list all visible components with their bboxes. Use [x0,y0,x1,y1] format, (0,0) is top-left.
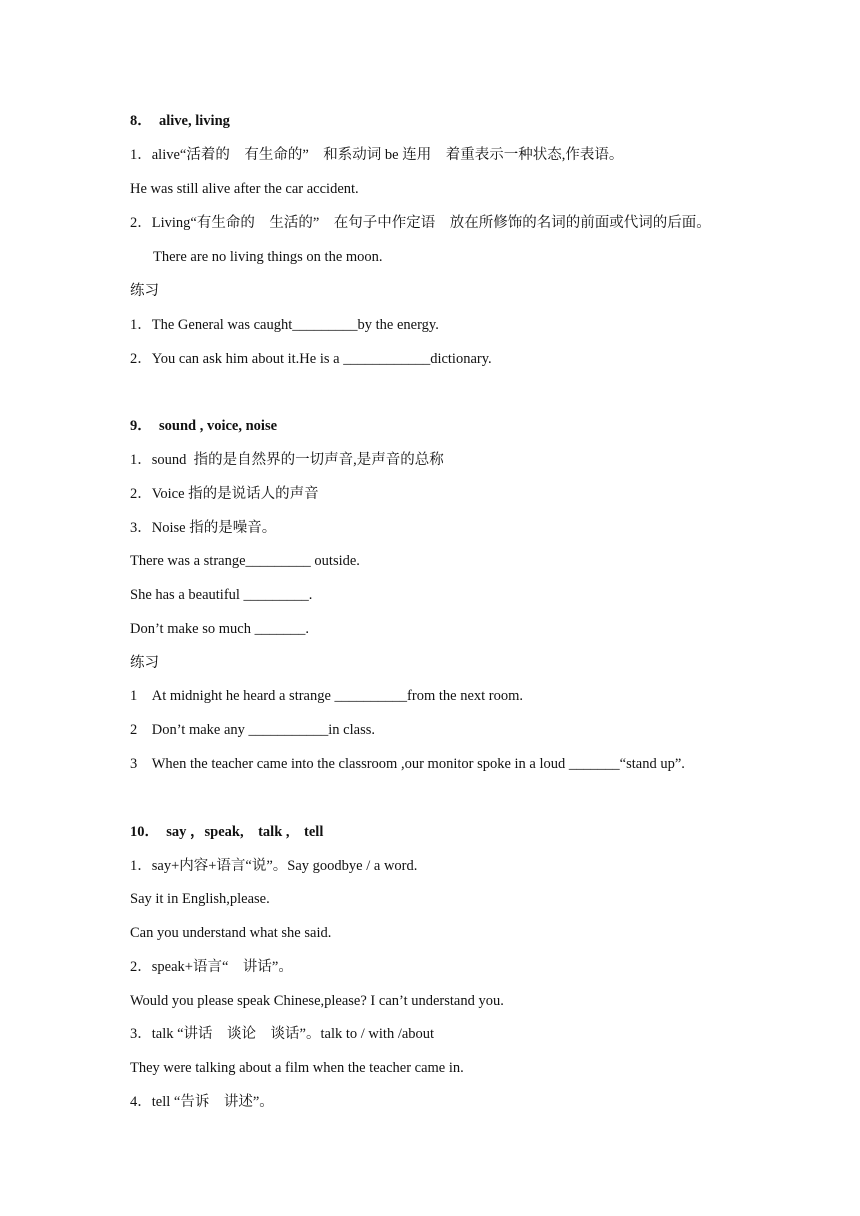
exercise-line: 2 Don’t make any ___________in class. [130,722,375,738]
exercise-line: 2．You can ask him about it.He is a ____________dictionary. [130,351,492,367]
exercise-line: 1．The General was caught_________by the energy. [130,317,439,333]
text-line: There are no living things on the moon. [153,249,383,265]
exercise-line: Don’t make so much _______. [130,621,309,637]
text-line: 2．Living“有生命的 生活的” 在句子中作定语 放在所修饰的名词的前面或代词的后面。 [130,215,711,231]
text-line: 3．Noise 指的是噪音。 [130,520,277,536]
text-line: 1．alive“活着的 有生命的” 和系动词 be 连用 着重表示一种状态,作表语。 [130,147,624,163]
text-line: 1．sound 指的是自然界的一切声音,是声音的总称 [130,452,444,468]
text-line: Can you understand what she said. [130,925,332,941]
practice-label: 练习 [130,283,159,299]
text-line: 4．tell “告诉 讲述”。 [130,1094,274,1110]
section-heading: 8． alive, living [130,113,230,129]
text-line: Say it in English,please. [130,891,270,907]
practice-label: 练习 [130,655,159,671]
exercise-line: There was a strange_________ outside. [130,553,360,569]
text-line: Would you please speak Chinese,please? I can’t understand you. [130,993,504,1009]
exercise-line: 3 When the teacher came into the classroom ,our monitor spoke in a loud _______“stand up”. [130,756,685,772]
text-line: 3．talk “讲话 谈论 谈话”。talk to / with /about [130,1026,435,1042]
text-line: 2．Voice 指的是说话人的声音 [130,486,319,502]
text-line: They were talking about a film when the teacher came in. [130,1060,464,1076]
exercise-line: She has a beautiful _________. [130,587,313,603]
text-line: He was still alive after the car accident. [130,181,359,197]
text-line: 1．say+内容+语言“说”。Say goodbye / a word. [130,858,418,874]
section-heading: 9． sound , voice, noise [130,418,278,434]
exercise-line: 1 At midnight he heard a strange __________from the next room. [130,688,524,704]
text-line: 2．speak+语言“ 讲话”。 [130,959,293,975]
section-heading: 10． say ，speak, talk , tell [130,824,324,840]
